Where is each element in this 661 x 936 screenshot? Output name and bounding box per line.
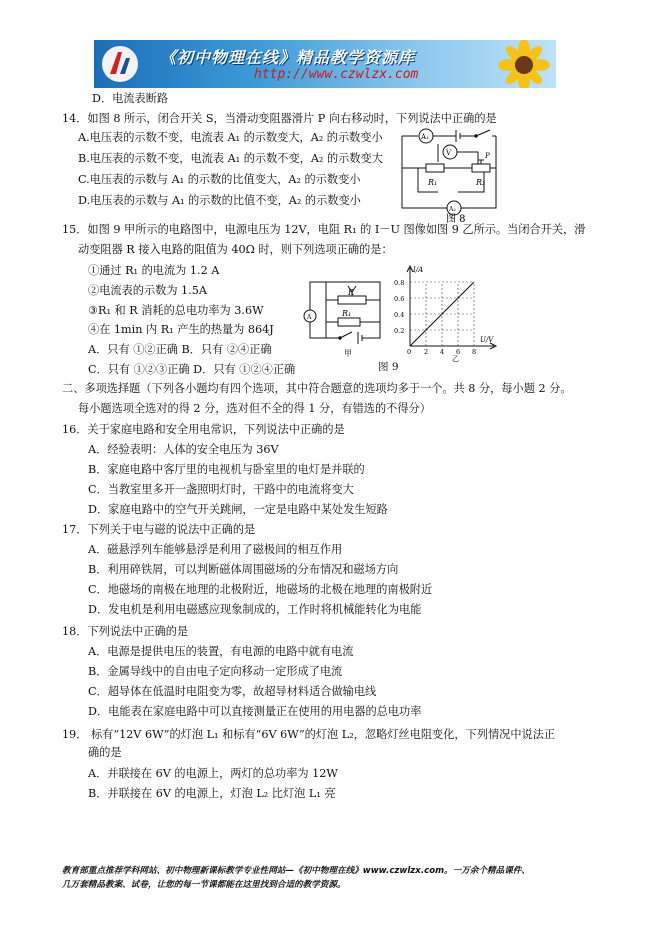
figure-8-circuit (398, 122, 506, 226)
fig9-ylabel: I/A (413, 266, 424, 274)
text-line-l08: 动变阻器 R 接入电路的阻值为 40Ω 时，则下列选项正确的是： (78, 243, 393, 256)
figure-9-circuit (300, 268, 400, 360)
text-line-l18: A．经验表明：人体的安全电压为 36V (88, 443, 279, 456)
text-line-l21: D．家庭电路中的空气开关跳闸，一定是电路中某处发生短路 (88, 503, 388, 516)
text-line-l26: D．发电机是利用电磁感应现象制成的，工作时将机械能转化为电能 (88, 603, 422, 616)
fig8-ammeter-a1-label: A₁ (421, 133, 429, 141)
fig8-r2-label: R₂ (476, 178, 486, 187)
text-line-l35: B．并联接在 6V 的电源上，灯泡 L₂ 比灯泡 L₁ 亮 (88, 787, 336, 800)
text-line-l01: D．电流表断路 (92, 92, 169, 105)
text-line-l30: C．超导体在低温时电阻变为零，故超导材料适合做输电线 (88, 685, 377, 698)
fig8-caption: 图 8 (446, 214, 466, 225)
footer-line-1: 教育部重点推荐学科网站、初中物理新课标教学专业性网站—《初中物理在线》www.czwlzx.com。一万余个精品课件、 (62, 866, 530, 876)
text-line-l04: B.电压表的示数不变，电流表 A₁ 的示数不变，A₂ 的示数变大 (78, 152, 383, 165)
sunflower-icon (484, 40, 554, 88)
fig9-xtick-0: 0 (407, 348, 412, 356)
text-line-l20: C．当教室里多开一盏照明灯时，干路中的电流将变大 (88, 483, 354, 496)
text-line-l23: A．磁悬浮列车能够悬浮是利用了磁极间的相互作用 (88, 543, 343, 556)
text-line-l14: C．只有 ①②③正确 D．只有 ①②④正确 (88, 363, 296, 376)
text-line-l16: 每小题选项全选对的得 2 分，选对但不全的得 1 分，有错选的不得分） (78, 402, 431, 415)
text-line-l10: ②电流表的示数为 1.5A (88, 284, 207, 297)
text-line-l17: 16．关于家庭电路和安全用电常识，下列说法中正确的是 (62, 423, 345, 436)
footer-line-2: 几万套精品教案、试卷，让您的每一节课都能在这里找到合适的教学资源。 (62, 880, 346, 890)
fig9-ytick-0.6: 0.6 (394, 295, 405, 303)
text-line-l05: C.电压表的示数与 A₁ 的示数的比值变大，A₂ 的示数变小 (78, 173, 361, 186)
text-line-l28: A．电源是提供电压的装置，有电源的电路中就有电流 (88, 645, 354, 658)
fig9-r1-label: R₁ (342, 309, 352, 318)
fig9-xtick-2: 2 (424, 348, 429, 356)
text-line-l09: ①通过 R₁ 的电流为 1.2 A (88, 264, 220, 277)
fig9-caption: 图 9 (378, 361, 399, 373)
fig9-ammeter-label: A (307, 314, 312, 321)
text-line-l29: B．金属导线中的自由电子定向移动一定形成了电流 (88, 665, 343, 678)
fig9-xtick-6: 6 (456, 348, 461, 356)
figure-9-iu-graph (394, 262, 504, 362)
fig8-r1-label: R₁ (428, 178, 438, 187)
fig8-voltmeter-label: V (446, 149, 452, 157)
text-line-l33: 确的是 (88, 746, 122, 759)
banner-title: 《初中物理在线》精品教学资源库 (160, 48, 416, 67)
fig9-ytick-0.2: 0.2 (394, 327, 405, 335)
fig9-xlabel: U/V (480, 336, 494, 344)
text-line-l32: 19． 标有“12V 6W”的灯泡 L₁ 和标有“6V 6W”的灯泡 L₂，忽略灯丝电阻变化，下列情况中说法正 (62, 728, 556, 741)
text-line-l15: 二、多项选择题（下列各小题均有四个选项，其中符合题意的选项均多于一个。共 8 分，每小题 2 分。 (62, 382, 572, 395)
fig9-xtick-4: 4 (440, 348, 445, 356)
text-line-l25: C．地磁场的南极在地理的北极附近，地磁场的北极在地理的南极附近 (88, 583, 433, 596)
fig9-ytick-0.8: 0.8 (394, 279, 405, 287)
fig9-right-tag: 乙 (452, 355, 459, 362)
text-line-l03: A.电压表的示数不变，电流表 A₁ 的示数变大，A₂ 的示数变小 (78, 131, 383, 144)
text-line-l11: ③R₁ 和 R 消耗的总电功率为 3.6W (88, 304, 264, 317)
fig9-ytick-0.4: 0.4 (394, 311, 405, 319)
text-line-l24: B．利用碎铁屑，可以判断磁体周围磁场的分布情况和磁场方向 (88, 563, 399, 576)
site-logo-icon (100, 44, 140, 84)
text-line-l22: 17．下列关于电与磁的说法中正确的是 (62, 523, 256, 536)
fig8-ammeter-a2-label: A₂ (449, 206, 456, 213)
fig8-slider-label: P (485, 152, 490, 160)
text-line-l02: 14．如图 8 所示，闭合开关 S，当滑动变阻器滑片 P 向右移动时，下列说法中正确的是 (62, 112, 497, 125)
fig9-xtick-8: 8 (472, 348, 477, 356)
text-line-l34: A．并联接在 6V 的电源上，两灯的总功率为 12W (88, 767, 338, 780)
text-line-l06: D.电压表的示数与 A₁ 的示数的比值不变，A₂ 的示数变小 (78, 194, 361, 207)
text-line-l19: B．家庭电路中客厅里的电视机与卧室里的电灯是并联的 (88, 463, 365, 476)
text-line-l12: ④在 1min 内 R₁ 产生的热量为 864J (88, 323, 274, 336)
banner-url[interactable]: http://www.czwlzx.com (254, 67, 419, 82)
text-line-l07: 15．如图 9 甲所示的电路图中，电源电压为 12V，电阻 R₁ 的 I－U 图像如图 9 乙所示。当闭合开关，滑 (62, 223, 586, 236)
fig9-left-tag: 甲 (344, 349, 352, 358)
text-line-l13: A．只有 ①②正确 B．只有 ②④正确 (88, 343, 272, 356)
text-line-l31: D．电能表在家庭电路中可以直接测量正在使用的用电器的总电功率 (88, 705, 422, 718)
fig9-r-label: R (348, 288, 355, 297)
text-line-l27: 18．下列说法中正确的是 (62, 625, 189, 638)
header-banner (94, 40, 556, 88)
